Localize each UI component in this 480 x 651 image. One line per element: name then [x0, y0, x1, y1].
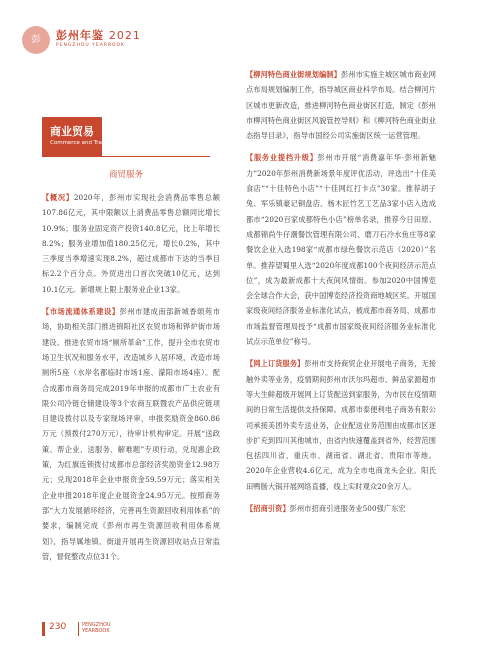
section-title: 商业贸易 [50, 125, 94, 138]
paragraph-liuhe-street [246, 67, 436, 143]
footer-book-name-line1: PENGZHOU [82, 622, 111, 628]
page-footer [0, 612, 480, 651]
left-column [42, 190, 220, 564]
paragraph-text: 2020年，彭州市实现社会消费品零售总额107.86亿元，其中限额以上消费品零售总额同比增长10.9%；服务业固定资产投资140.8亿元，比上年增长8.2%；服务业增加值180.25亿元，增长0.2%，其中三季度当季增速实现8.2%，超过成都市下达的当季目标2.2个百分点。外贸进出口首次突破10亿元，达到10.1亿元。新增规上限上服务业企业13家。 [42, 193, 221, 294]
paragraph-text: 彭州市实施主城区城市商业网点布局规划编制工作，指导城区商业科学布局。结合柳河片区城市更新改造，推进柳河特色商业街区打造，制定《彭州市柳河特色商业街区风貌管控导则》和《柳河特色商业街业态指导目录》，指导市国经公司实施街区统一运营管理。 [246, 70, 436, 141]
footer-divider [78, 622, 79, 636]
paragraph-text: 彭州市招商引进服务业500强广东宏 [289, 504, 406, 514]
right-column [246, 67, 436, 516]
paragraph-investment [246, 501, 436, 516]
yearbook-year: 2021 [108, 29, 141, 42]
paragraph-tag: 【市场流通体系建设】 [42, 307, 120, 317]
footer-accent-bar [42, 622, 45, 636]
paragraph-tag: 【概况】 [42, 193, 74, 202]
paragraph-online-ordering [246, 356, 436, 494]
section-subtitle: Commerce and Trade [50, 140, 109, 146]
page-number: 230 [49, 622, 67, 632]
paragraph-text: 彭州市开展“消费嘉年华·彭州新魅力”2020年彭州消费新场景年度评优活动，评选出“十佳美食店”“十佳特色小店”“十佳网红打卡点”30家。推荐胡子兔、军乐镇豪记铜盘店、杨木匠竹艺工艺品3家小店入选成都市“2020百家成都特色小店”榜单名录，推荐今日田原、成都锦尚牛仔潮餐饮管理有限公司、磨刀石冷水鱼庄等8家餐饮企业入选198家“成都市绿色餐饮示范店（2020）”名单。推荐望蜀里入选“2020年度成都100个夜间经济示范点位”，成为最新成都十大夜间风情街。参加2020中国博览会全球合作大会，获中国博览经济投资商地城区奖。开展国家级夜间经济服务业标准化试点，被成都市商务局、成都市市场监督管理局授予“成都市国家级夜间经济服务业标准化试点示范单位”称号。 [246, 153, 436, 347]
section-banner [42, 117, 210, 157]
paragraph-service-upgrade [246, 150, 436, 349]
footer-book-name [82, 622, 111, 634]
paragraph-text: 彭州市建成南部新城香颂苑市场，协助相关部门推进锦阳社区农贸市场和铧炉街市场建设。推进农贸市场“厕所革命”工作，提升全市农贸市场卫生状况和服务水平，改造城乡人居环境，改造市场厕所5座（水岸名都临时市场1座、濛阳市场4座）。配合成都市商务局完成2019年申报的成都市广土农业有限公司冷链仓储建设等3个农商互联暨农产品供应链项目建设拨付以及专家现场评审，申报奖励资金860.86万元（预拨付270万元），待审计机构审定。开展“送政策、帮企业、送服务、解难题”专项行动，兑现惠企政策，为红旗连锁拨付成都市总部经济奖励资金12.98万元；兑现2018年企业申报资金59.59万元；落实相关企业申报2018年度企业展资金24.95万元。按照商务部“大力发展循环经济，完善再生资源回收利用体系”的要求，编制完成《彭州市再生资源回收利用体系规划》，指导属地镇、街道开展再生资源回收站点日常监管，督促整改点位31个。 [42, 307, 220, 561]
paragraph-tag: 【网上订货服务】 [246, 359, 305, 369]
section-banner-bar [42, 117, 109, 157]
yearbook-title-text: 彭州年鉴 [56, 29, 104, 42]
paragraph-text: 彭州市支持商贸企业开展电子商务，无接触外卖等业务，疫情期间彭州市沃尔玛超市、鲜品家源超市等大生鲜超级开展网上订货配送到家服务，为市民在疫情期间的日常生活提供支持保障。成都市泰便利电子商务有限公司承接美团外卖专送业务，企业配送业务范围由成都市区逐步扩充到四川其他城市，由省内快速覆盖到省外，经营范围包括四川省、重庆市、湖南省、湖北省、贵阳市等地。2020年企业营收4.6亿元，成为全市电商龙头企业。阳氏田鸭肠大锅开展网络直播，线上实时观众20余万人。 [246, 359, 436, 491]
yearbook-subtitle: PENGZHOU YEARBOOK [56, 43, 125, 48]
paragraph-overview [42, 190, 220, 297]
page-header [0, 0, 480, 60]
section-divider [102, 156, 210, 157]
yearbook-title [56, 27, 141, 43]
section-subheading: 商贸服务 [108, 170, 143, 180]
paragraph-market-system [42, 304, 220, 564]
footer-book-name-line2: YEARBOOK [82, 628, 110, 634]
paragraph-tag: 【招商引资】 [246, 504, 290, 514]
paragraph-tag: 【服务业提档升级】 [246, 153, 318, 163]
paragraph-tag: 【柳河特色商业街规划编制】 [246, 70, 341, 79]
yearbook-logo-icon: 彭 [22, 26, 50, 54]
